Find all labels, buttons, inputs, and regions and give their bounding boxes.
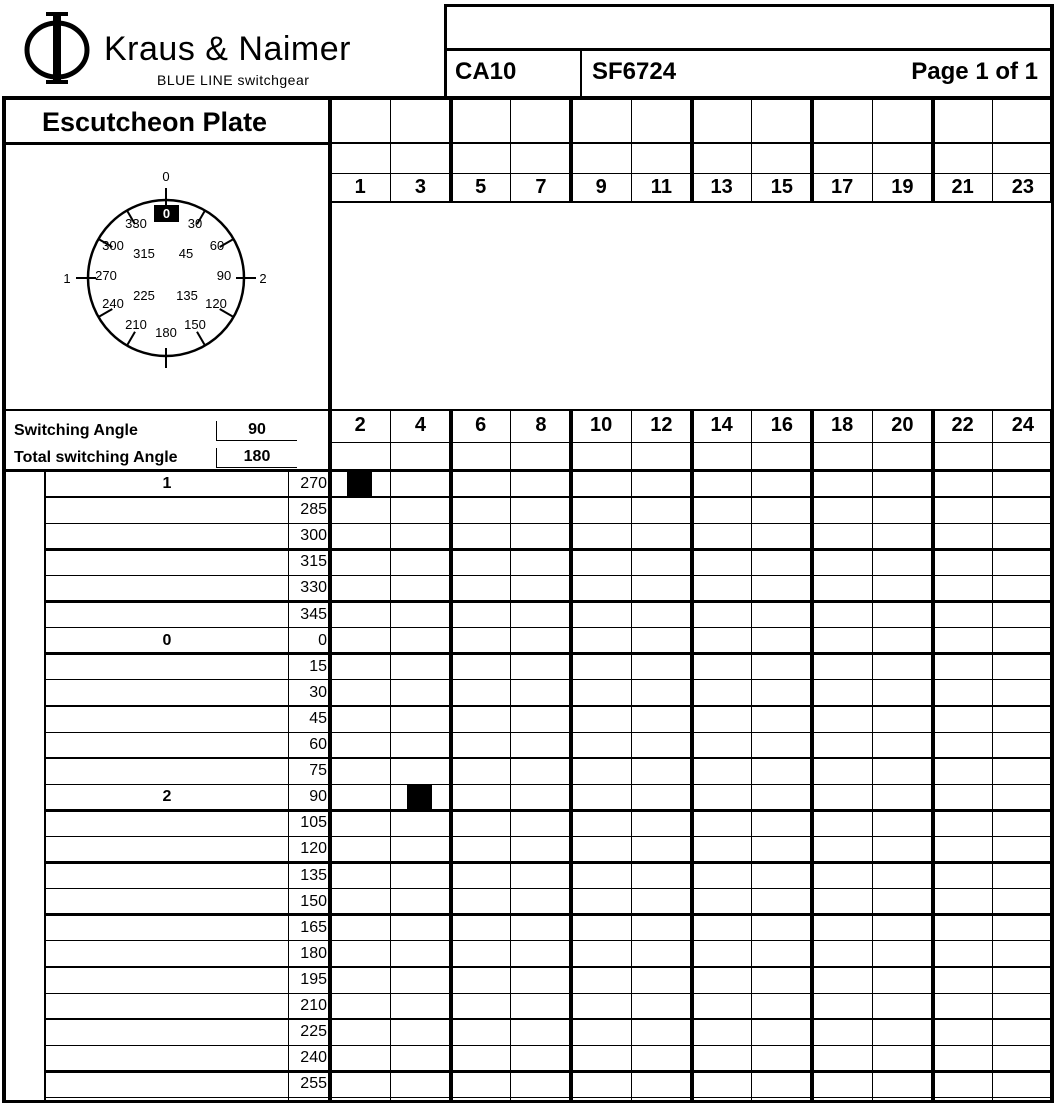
row-angle: 255 — [300, 1075, 327, 1093]
closed-contact-mark — [407, 785, 432, 809]
row-rule — [45, 1045, 1053, 1046]
switching-angle-label: Switching Angle — [14, 422, 138, 439]
dial-angle-330: 330 — [125, 216, 147, 231]
row-position-label: 0 — [162, 631, 172, 649]
top-terminal-19: 19 — [891, 176, 914, 198]
row-angle: 210 — [300, 997, 327, 1014]
dial-angle-210: 210 — [125, 317, 147, 332]
row-rule — [45, 652, 1053, 655]
row-rule — [45, 809, 1053, 812]
diagram-area — [332, 203, 1051, 409]
bottom-terminal-18: 18 — [831, 414, 854, 436]
row-rule — [45, 993, 1053, 994]
top-terminal-13: 13 — [710, 176, 733, 198]
row-rule — [45, 575, 1053, 576]
row-rule — [45, 600, 1053, 603]
row-rule — [45, 496, 1053, 499]
row-angle: 315 — [300, 553, 327, 571]
dial-top-label: 0 — [162, 169, 170, 184]
company-tagline: BLUE LINE switchgear — [157, 72, 310, 88]
dial-angle-45: 45 — [178, 246, 194, 261]
row-angle: 15 — [309, 657, 327, 675]
h-rule — [444, 48, 1054, 51]
row-angle: 30 — [309, 683, 327, 701]
row-rule — [45, 627, 1053, 628]
bottom-terminal-24: 24 — [1011, 414, 1034, 436]
row-position-label: 1 — [162, 475, 172, 492]
row-rule — [45, 836, 1053, 837]
switching-angle-value: 90 — [216, 421, 297, 441]
row-rule — [45, 732, 1053, 733]
bottom-terminal-22: 22 — [951, 414, 974, 436]
escutcheon-dial — [5, 150, 325, 400]
escutcheon-title: Escutcheon Plate — [42, 107, 268, 137]
dial-angle-135: 135 — [176, 288, 198, 303]
company-logo — [22, 10, 442, 95]
row-angle: 165 — [300, 918, 327, 936]
bottom-terminal-2: 2 — [354, 414, 366, 436]
bottom-terminal-6: 6 — [475, 414, 487, 436]
h-rule — [2, 1100, 1054, 1103]
dial-angle-225: 225 — [133, 288, 155, 303]
row-angle: 225 — [300, 1023, 327, 1041]
total-angle-label: Total switching Angle — [14, 449, 178, 466]
top-terminal-5: 5 — [475, 176, 487, 198]
row-angle: 105 — [300, 814, 327, 832]
h-rule — [2, 96, 1054, 100]
h-rule — [2, 142, 330, 145]
row-angle: 150 — [300, 892, 327, 910]
dial-angle-60: 60 — [209, 238, 225, 253]
dial-angle-240: 240 — [102, 296, 124, 311]
top-terminal-23: 23 — [1011, 176, 1034, 198]
company-name: Kraus & Naimer — [104, 30, 351, 68]
dial-angle-90: 90 — [216, 268, 232, 283]
row-rule — [45, 1018, 1053, 1021]
bottom-terminal-20: 20 — [891, 414, 914, 436]
row-rule — [45, 913, 1053, 916]
bottom-terminal-12: 12 — [650, 414, 673, 436]
row-angle: 270 — [300, 475, 327, 492]
row-rule — [45, 705, 1053, 708]
row-rule — [45, 1070, 1053, 1073]
dial-right-label: 2 — [259, 271, 267, 286]
top-terminal-11: 11 — [650, 176, 672, 198]
row-rule — [45, 966, 1053, 969]
v-rule — [580, 49, 582, 98]
dial-angle-300: 300 — [102, 238, 124, 253]
closed-contact-mark — [347, 472, 372, 496]
row-rule — [45, 1097, 1053, 1098]
total-angle-value: 180 — [216, 448, 297, 468]
h-rule — [444, 4, 1054, 7]
dial-highlight-label: 0 — [162, 206, 171, 221]
row-angle: 90 — [309, 788, 327, 806]
bottom-terminal-10: 10 — [590, 414, 613, 436]
h-rule — [2, 469, 1054, 472]
page-label: Page 1 of 1 — [911, 58, 1038, 85]
top-terminal-1: 1 — [354, 176, 366, 198]
row-rule — [45, 757, 1053, 760]
top-terminal-17: 17 — [831, 176, 854, 198]
phi-logo-icon — [22, 10, 92, 86]
v-rule — [444, 4, 447, 98]
dial-left-label: 1 — [63, 271, 71, 286]
row-angle: 195 — [300, 970, 327, 988]
h-rule — [2, 409, 330, 411]
dial-angle-315: 315 — [133, 246, 155, 261]
top-terminal-15: 15 — [770, 176, 793, 198]
v-rule — [1050, 4, 1054, 1103]
row-angle: 135 — [300, 866, 327, 884]
row-rule — [45, 888, 1053, 889]
top-terminal-9: 9 — [595, 176, 607, 198]
row-rule — [45, 523, 1053, 524]
top-terminal-7: 7 — [535, 176, 547, 198]
row-rule — [45, 940, 1053, 941]
row-angle: 60 — [309, 736, 327, 753]
top-terminal-21: 21 — [951, 176, 974, 198]
row-rule — [45, 784, 1053, 785]
bottom-terminal-16: 16 — [770, 414, 793, 436]
dial-angle-270: 270 — [95, 268, 117, 283]
v-rule — [44, 470, 46, 1103]
dial-angle-120: 120 — [205, 296, 227, 311]
row-angle: 330 — [300, 579, 327, 597]
row-angle: 75 — [309, 762, 327, 780]
dial-angle-30: 30 — [187, 216, 203, 231]
bottom-terminal-8: 8 — [535, 414, 547, 436]
row-angle: 45 — [309, 709, 327, 727]
top-terminal-3: 3 — [414, 176, 426, 198]
bottom-terminal-14: 14 — [710, 414, 733, 436]
top-field — [450, 8, 1050, 46]
row-rule — [45, 679, 1053, 680]
dial-angle-180: 180 — [155, 325, 177, 340]
row-angle: 300 — [300, 527, 327, 545]
row-position-label: 2 — [162, 788, 172, 806]
row-angle: 0 — [318, 631, 327, 649]
dial-angle-150: 150 — [184, 317, 206, 332]
row-angle: 120 — [300, 840, 327, 858]
type-code: CA10 — [455, 58, 517, 85]
row-rule — [45, 861, 1053, 864]
row-angle: 180 — [300, 944, 327, 962]
row-angle: 285 — [300, 501, 327, 519]
program-code: SF6724 — [592, 58, 677, 85]
row-angle: 345 — [300, 605, 327, 623]
bottom-terminal-4: 4 — [414, 414, 426, 436]
row-angle: 240 — [300, 1049, 327, 1067]
row-rule — [45, 548, 1053, 551]
